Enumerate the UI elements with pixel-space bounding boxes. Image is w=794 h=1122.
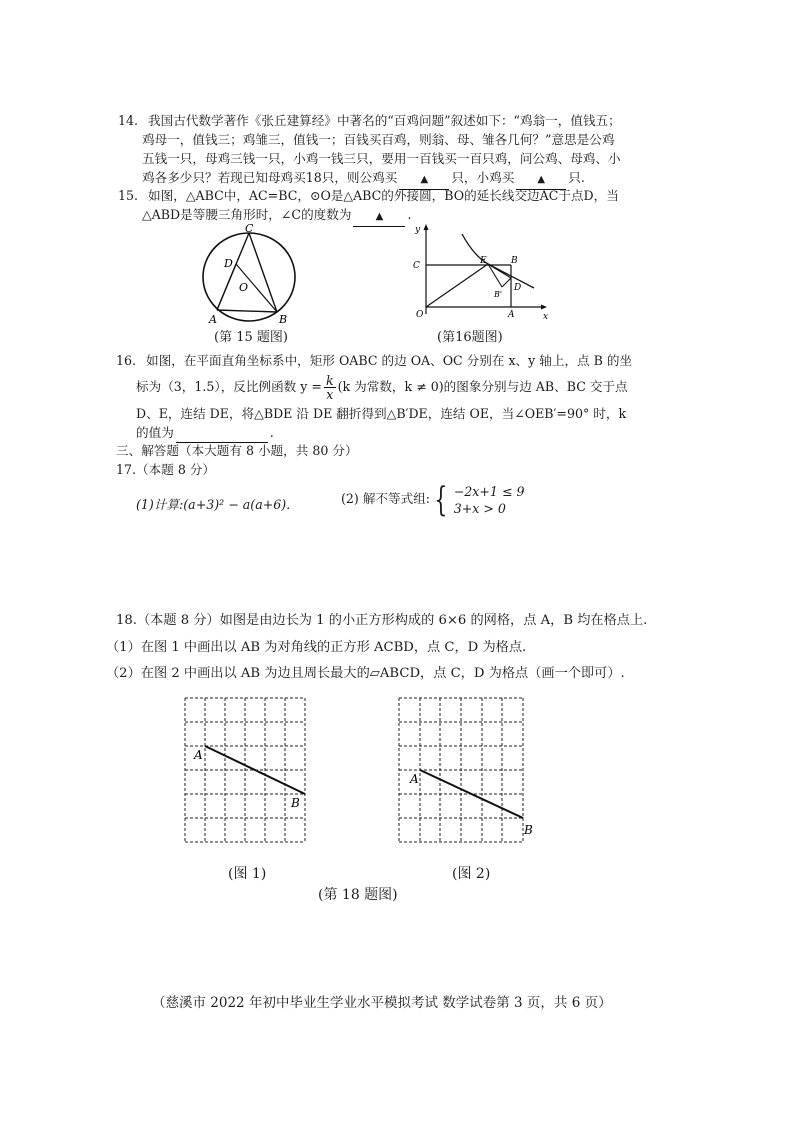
label-y: y	[415, 225, 421, 235]
q16-answer-blank[interactable]	[176, 424, 268, 443]
figure-2-caption: (图 2)	[452, 866, 491, 882]
q16-line1	[116, 352, 632, 370]
segment-ad	[217, 264, 236, 310]
q18-line1: 18.（本题 8 分）如图是由边长为 1 的小正方形构成的 6×6 的网格，点 A，B 均在格点上.	[116, 613, 648, 628]
q14-text-4c: 只.	[568, 170, 585, 185]
label-b: B	[279, 313, 288, 324]
inequality-2: 3+x > 0	[453, 500, 506, 516]
q16-line3: D、E，连结 DE，将△BDE 沿 DE 翻折得到△B′DE，连结 OE，当∠OEB′=90° 时，k	[136, 406, 627, 421]
label-b: B	[511, 256, 518, 266]
label-x: x	[543, 312, 549, 322]
q18-line3: （2）在图 2 中画出以 AB 为边且周长最大的▱ABCD，点 C，D 为格点（画一个即可）.	[106, 666, 625, 681]
q14-text-4a: 鸡各多少只？若现已知母鸡买18只，则公鸡买	[142, 170, 398, 185]
label-b: B	[291, 796, 300, 810]
triangle-marker-icon: ▲	[420, 174, 429, 185]
q17-part1: (1)计算:(a+3)² − a(a+6)．	[136, 497, 299, 512]
q15-answer-blank[interactable]	[353, 206, 405, 227]
q15-text-1: 如图，△ABC中，AC=BC，⊙O是△ABC的外接圆，BO的延长线交边AC于点D，当	[148, 188, 619, 203]
label-a: A	[410, 772, 419, 786]
label-a: A	[209, 313, 217, 324]
segment-ed	[488, 264, 511, 278]
q16-line4: 的值为 .	[136, 424, 274, 443]
triangle-marker-icon: ▲	[537, 174, 546, 185]
q18-line2: （1）在图 1 中画出以 AB 为对角线的正方形 ACBD，点 C，D 为格点.	[106, 640, 527, 655]
brace-icon: {	[434, 479, 448, 520]
label-c: C	[413, 261, 420, 271]
label-bprime: B'	[494, 290, 503, 299]
label-o: O	[416, 310, 424, 320]
q16-text-2a: 标为（3，1.5），反比例函数 y =	[136, 379, 322, 394]
label-b: B	[524, 823, 533, 837]
q17-part2	[341, 479, 525, 520]
segment-oe	[426, 264, 488, 307]
q16-text-2b: (k 为常数，k ≠ 0)的图象分别与边 AB、BC 交于点	[337, 379, 628, 394]
q15-text-2a: △ABD是等腰三角形时，∠C的度数为	[142, 207, 352, 222]
q17-header: 17.（本题 8 分）	[116, 462, 216, 477]
fraction-numerator: k	[325, 373, 334, 388]
q14-number: 14.	[118, 113, 139, 128]
fraction-denominator: x	[326, 387, 334, 402]
figure-15-caption: (第 15 题图)	[214, 330, 288, 345]
section-3-heading: 三、解答题（本大题有 8 小题，共 80 分）	[116, 443, 358, 458]
q14-line2: 鸡母一，值钱三；鸡雏三，值钱一；百钱买百鸡，则翁、母、雏各几何？”意思是公鸡	[142, 132, 615, 147]
q16-number: 16.	[116, 353, 137, 368]
q15-number: 15.	[118, 188, 139, 203]
q16-line2	[136, 370, 628, 404]
page-footer: （慈溪市 2022 年初中毕业生学业水平模拟考试 数学试卷第 3 页，共 6 页）	[152, 995, 612, 1011]
label-a: A	[508, 310, 515, 320]
segment-bprime-d	[502, 278, 511, 287]
q15-text-2b: .	[407, 207, 412, 222]
figure-16	[407, 222, 552, 322]
q14-text-4b: 只，小鸡买	[451, 170, 515, 185]
q16-text-1: 如图，在平面直角坐标系中，矩形 OABC 的边 OA、OC 分别在 x、y 轴上，点 B 的坐	[146, 353, 633, 368]
inequality-system	[454, 483, 525, 517]
figure-15	[195, 224, 305, 324]
label-d: D	[514, 283, 522, 293]
label-d: D	[224, 257, 233, 270]
figure-16-caption: (第16题图)	[437, 330, 503, 345]
q14-text-1: 我国古代数学著作《张丘建算经》中著名的“百鸡问题”叙述如下：“鸡翁一，值钱五；	[148, 113, 621, 128]
inequality-1: −2x+1 ≤ 9	[453, 483, 525, 499]
grid-figure-1[interactable]	[180, 693, 320, 848]
figure-1-caption: (图 1)	[228, 866, 267, 882]
label-a: A	[194, 748, 203, 762]
q15-line1	[118, 187, 619, 205]
side-ab	[217, 310, 277, 312]
q17-part2-label: (2) 解不等式组:	[341, 491, 431, 506]
fraction-k-over-x	[324, 374, 336, 401]
q16-text-4: 的值为	[136, 425, 174, 440]
side-cb	[249, 233, 277, 312]
triangle-marker-icon: ▲	[375, 211, 384, 222]
q14-line1	[118, 112, 621, 130]
circumcircle	[203, 233, 295, 321]
label-c: C	[245, 224, 254, 235]
figure-18-caption: (第 18 题图)	[318, 887, 398, 903]
grid-figure-2[interactable]	[394, 693, 544, 848]
label-e: E	[480, 256, 487, 266]
label-o: O	[239, 281, 249, 294]
q14-line3: 五钱一只，母鸡三钱一只，小鸡一钱三只，要用一百钱买一百只鸡，问公鸡、母鸡、小	[142, 151, 621, 166]
